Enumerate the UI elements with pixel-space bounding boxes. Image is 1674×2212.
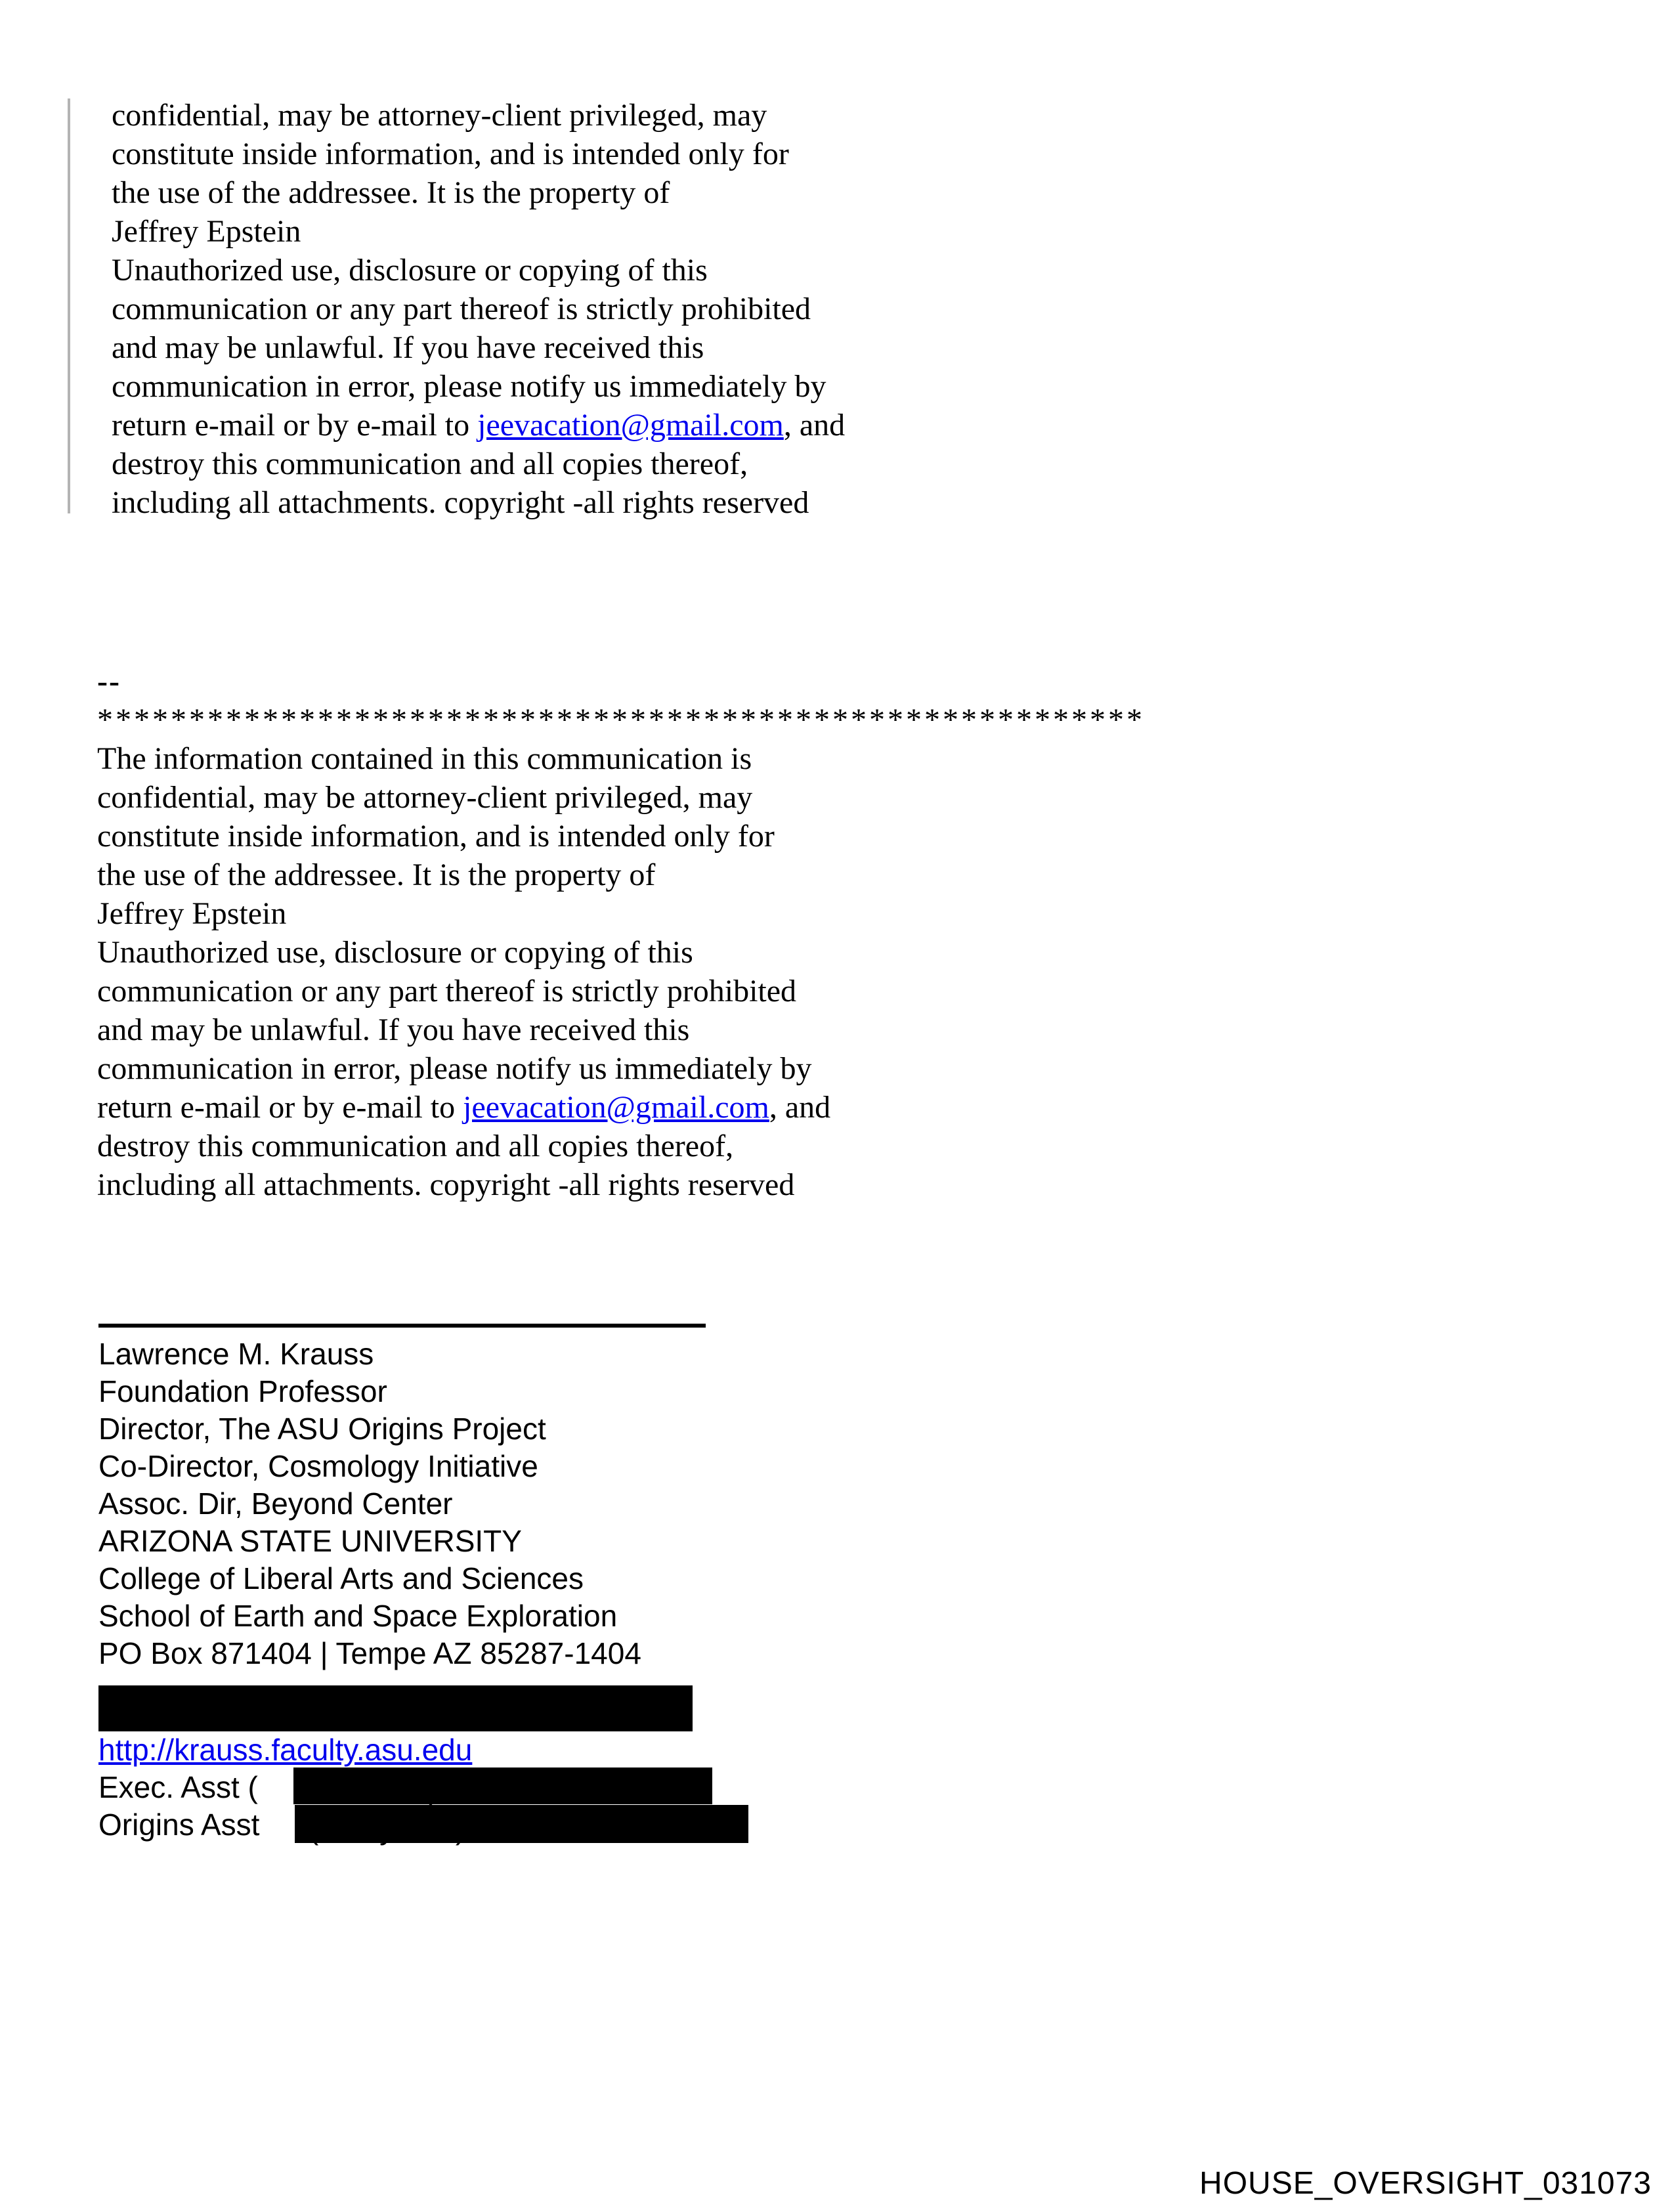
signature-line: School of Earth and Space Exploration [98, 1599, 618, 1633]
origins-asst-label: Origins Asst [98, 1808, 260, 1842]
email-line-prefix: return e-mail or by e-mail to [112, 408, 478, 443]
disclaimer-email-line [97, 1088, 1145, 1127]
signature-line: College of Liberal Arts and Sciences [98, 1561, 584, 1595]
signature-line: Assoc. Dir, Beyond Center [98, 1486, 453, 1521]
disclaimer-line: communication in error, please notify us immediately by [112, 369, 826, 404]
exec-asst-line [98, 1769, 821, 1806]
website-link[interactable]: http://krauss.faculty.asu.edu [98, 1733, 473, 1767]
disclaimer-line: and may be unlawful. If you have received this [112, 330, 704, 365]
quote-bar [68, 98, 70, 513]
disclaimer-line: destroy this communication and all copies thereof, [112, 446, 748, 481]
disclaimer-line: including all attachments. copyright -all rights reserved [97, 1167, 795, 1202]
disclaimer-line: constitute inside information, and is intended only for [97, 819, 775, 854]
asterisk-divider: ********************************************************* [97, 703, 1145, 737]
email-link[interactable]: jeevacation@gmail.com [463, 1090, 769, 1125]
disclaimer-line: communication in error, please notify us immediately by [97, 1051, 812, 1086]
signature-line: Director, The ASU Origins Project [98, 1412, 546, 1446]
signature-divider-line [98, 1324, 706, 1328]
disclaimer-line: the use of the addressee. It is the property of [97, 857, 656, 892]
disclaimer-line: Unauthorized use, disclosure or copying of this [97, 935, 693, 970]
exec-asst-label: Exec. Asst ( [98, 1770, 258, 1804]
disclaimer-line: and may be unlawful. If you have received this [97, 1012, 690, 1047]
disclaimer-line: Jeffrey Epstein [97, 896, 287, 931]
signature-block [98, 1324, 821, 1844]
disclaimer-line: constitute inside information, and is intended only for [112, 137, 789, 171]
email-line-suffix: , and [769, 1090, 831, 1125]
signature-line: Foundation Professor [98, 1374, 387, 1408]
disclaimer-line: The information contained in this communication is [97, 741, 752, 776]
disclaimer-line: Unauthorized use, disclosure or copying of this [112, 253, 708, 288]
origins-asst-line [98, 1806, 821, 1844]
disclaimer-repeat-block [97, 662, 1145, 1204]
quoted-disclaimer-block [112, 96, 845, 522]
disclaimer-line: communication or any part thereof is strictly prohibited [112, 292, 811, 326]
redaction-bar [293, 1767, 712, 1804]
disclaimer-email-line [112, 406, 845, 445]
website-line [98, 1731, 821, 1769]
signature-line: ARIZONA STATE UNIVERSITY [98, 1524, 522, 1558]
email-line-suffix: , and [783, 408, 846, 443]
disclaimer-line: confidential, may be attorney-client privileged, may [97, 780, 753, 815]
disclaimer-line: Jeffrey Epstein [112, 214, 301, 249]
redaction-bar [98, 1685, 693, 1731]
email-link[interactable]: jeevacation@gmail.com [477, 408, 784, 443]
email-line-prefix: return e-mail or by e-mail to [97, 1090, 463, 1125]
redaction-bar [295, 1805, 748, 1843]
bates-number: HOUSE_OVERSIGHT_031073 [1199, 2166, 1652, 2201]
disclaimer-line: destroy this communication and all copies thereof, [97, 1129, 734, 1163]
signature-line: PO Box 871404 | Tempe AZ 85287-1404 [98, 1636, 641, 1670]
signature-name: Lawrence M. Krauss [98, 1337, 374, 1371]
signature-delimiter: -- [97, 664, 121, 699]
signature-line: Co-Director, Cosmology Initiative [98, 1449, 538, 1483]
disclaimer-line: confidential, may be attorney-client privileged, may [112, 98, 767, 133]
disclaimer-line: including all attachments. copyright -all rights reserved [112, 485, 809, 520]
disclaimer-line: the use of the addressee. It is the property of [112, 175, 670, 210]
disclaimer-line: communication or any part thereof is strictly prohibited [97, 974, 797, 1008]
